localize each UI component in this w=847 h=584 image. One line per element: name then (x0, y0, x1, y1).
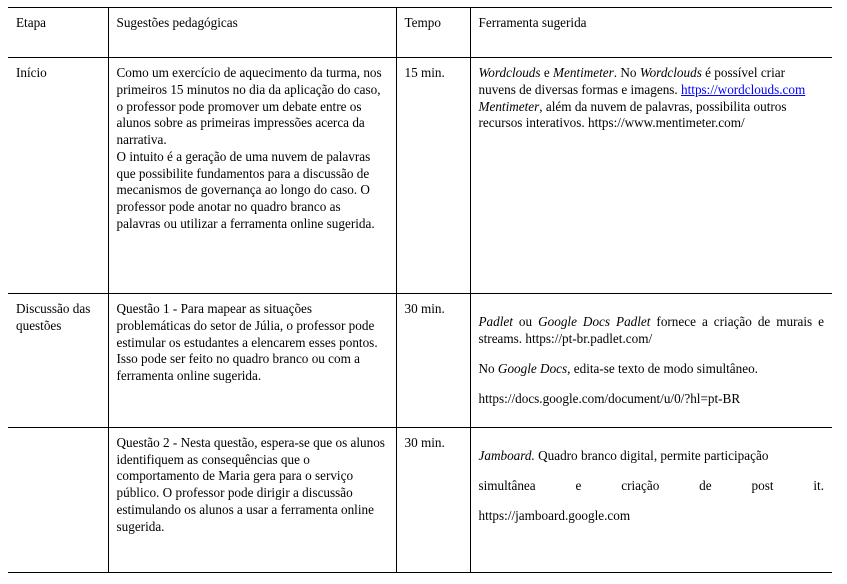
cell-etapa-discussao: Discussão das questões (8, 294, 108, 428)
hyperlink-wordclouds[interactable]: https://wordclouds.com (681, 81, 806, 97)
cell-etapa-inicio: Início (8, 58, 108, 294)
url-jamboard: https://jamboard.google.com (478, 507, 631, 523)
pedagogy-table (8, 7, 832, 573)
column-header-ferramenta: Ferramenta sugerida (470, 8, 832, 58)
url-padlet: https://pt-br.padlet.com/ (525, 330, 653, 346)
text-segment-2: simultânea e criação de post it. (478, 477, 824, 493)
tool-name-google-docs-padlet: Google Docs Padlet (538, 314, 651, 330)
text-segment-2: é possível criar nuvens de diversas formas e imagens. (478, 65, 785, 97)
ferramenta-line-1 (479, 314, 825, 348)
tool-name-jamboard: Jamboard. (478, 448, 535, 463)
table-row (8, 427, 832, 572)
table-body (8, 58, 832, 573)
text-segment-2: No (478, 360, 498, 376)
sugestoes-paragraph-1: Questão 1 - Para mapear as situações problemáticas do setor de Júlia, o professor pode estimular os estudantes a elencarem esses pontos. Isso pode ser feito no quadro branco ou com a ferramenta online sugerida. (116, 301, 378, 384)
text-segment-1: fornece a criação de murais e streams. (478, 314, 825, 346)
cell-etapa-empty (8, 427, 108, 572)
tool-name-mentimeter: Mentimeter (553, 65, 614, 80)
tool-name-padlet: Padlet (478, 314, 513, 330)
table-header (8, 8, 832, 58)
sugestoes-paragraph-2: O intuito é a geração de uma nuvem de palavras que possibilite fundamentos para a discussão de mecanismos de governança ao longo do caso. O professor pode anotar no quadro branco as palavras ou utilizar a ferramenta online sugerida. (116, 148, 375, 231)
ferramenta-line-3 (479, 391, 825, 408)
column-header-tempo: Tempo (396, 8, 470, 58)
text-conjunction: ou (512, 314, 539, 330)
cell-tempo-questao2: 30 min. (396, 427, 470, 572)
ferramenta-line-2 (479, 478, 825, 495)
cell-tempo-discussao: 30 min. (396, 294, 470, 428)
cell-sugestoes-questao2 (108, 427, 396, 572)
table-row (8, 58, 832, 294)
cell-ferramenta-inicio (470, 58, 832, 294)
url-mentimeter: https://www.mentimeter.com/ (588, 115, 745, 131)
text-conjunction: e (540, 65, 553, 80)
cell-ferramenta-questao2 (470, 427, 832, 572)
text-segment-1: Quadro branco digital, permite participação (534, 448, 769, 463)
ferramenta-line-2 (479, 361, 825, 378)
tool-name-wordclouds: Wordclouds (478, 65, 541, 80)
text-segment-3: , além da nuvem de palavras, possibilita outros recursos interativos. (478, 98, 787, 131)
ferramenta-line-3 (479, 508, 825, 525)
table-header-row (8, 8, 832, 58)
column-header-etapa: Etapa (8, 8, 108, 58)
table-row (8, 294, 832, 428)
tool-name-google-docs: Google Docs (497, 360, 568, 376)
text-segment-1: . No (613, 65, 640, 80)
cell-ferramenta-discussao (470, 294, 832, 428)
sugestoes-paragraph-1: Como um exercício de aquecimento da turma, nos primeiros 15 minutos no dia da aplicação do caso, o professor pode promover um debate entre os alunos sobre as primeiras impressões acerca da narrativa. (116, 65, 382, 148)
cell-tempo-inicio: 15 min. (396, 58, 470, 294)
sugestoes-paragraph-1: Questão 2 - Nesta questão, espera-se que os alunos identifiquem as consequências que o comportamento de Maria gera para o serviço público. O professor pode dirigir a discussão estimulando os alunos a usar a ferramenta online sugerida. (116, 434, 385, 534)
column-header-sugestoes: Sugestões pedagógicas (108, 8, 396, 58)
cell-sugestoes-inicio (108, 58, 396, 294)
tool-name-wordclouds-2: Wordclouds (639, 65, 702, 80)
tool-name-mentimeter-2: Mentimeter (478, 98, 540, 114)
url-google-docs: https://docs.google.com/document/u/0/?hl=pt-BR (478, 390, 741, 406)
ferramenta-line-1 (479, 448, 825, 465)
text-segment-3: , edita-se texto de modo simultâneo. (567, 360, 758, 376)
cell-sugestoes-questao1 (108, 294, 396, 428)
